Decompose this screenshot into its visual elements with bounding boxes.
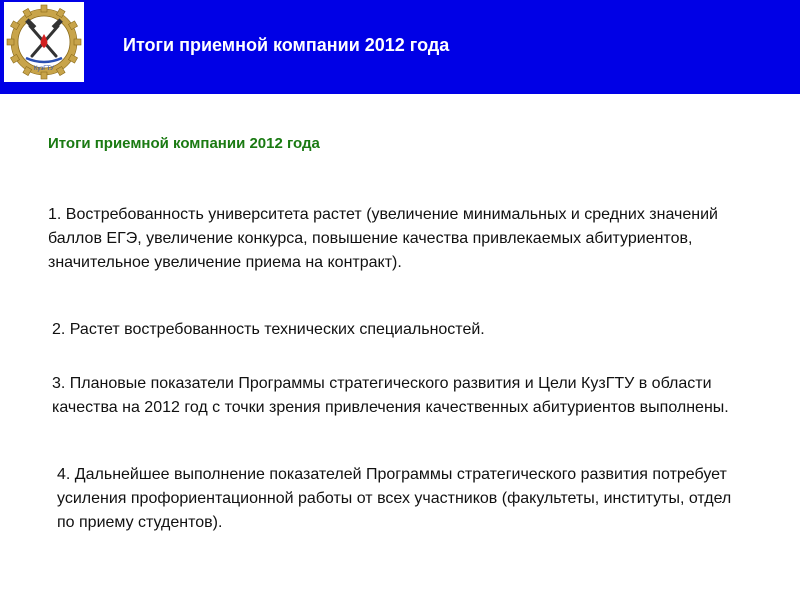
header-bar xyxy=(0,0,800,94)
section-heading: Итоги приемной компании 2012 года xyxy=(48,135,320,152)
gear-emblem-icon xyxy=(6,4,82,80)
university-logo xyxy=(4,2,84,82)
point-3: 3. Плановые показатели Программы стратегического развития и Цели КузГТУ в области качества на 2012 год с точки зрения привлечения качественных абитуриентов выполнены. xyxy=(52,375,729,416)
header-title: Итоги приемной компании 2012 года xyxy=(123,35,450,55)
point-2: 2. Растет востребованность технических специальностей. xyxy=(52,321,485,338)
point-4: 4. Дальнейшее выполнение показателей Программы стратегического развития потребует усиления профориентационной работы от всех участников (факультеты, институты, отдел по приему студентов). xyxy=(57,466,732,531)
logo-text: КузГТУ xyxy=(34,66,54,72)
point-1: 1. Востребованность университета растет (увеличение минимальных и средних значений баллов ЕГЭ, увеличение конкурса, повышение качества привлекаемых абитуриентов, значительное увеличение приема на контракт). xyxy=(48,206,718,271)
